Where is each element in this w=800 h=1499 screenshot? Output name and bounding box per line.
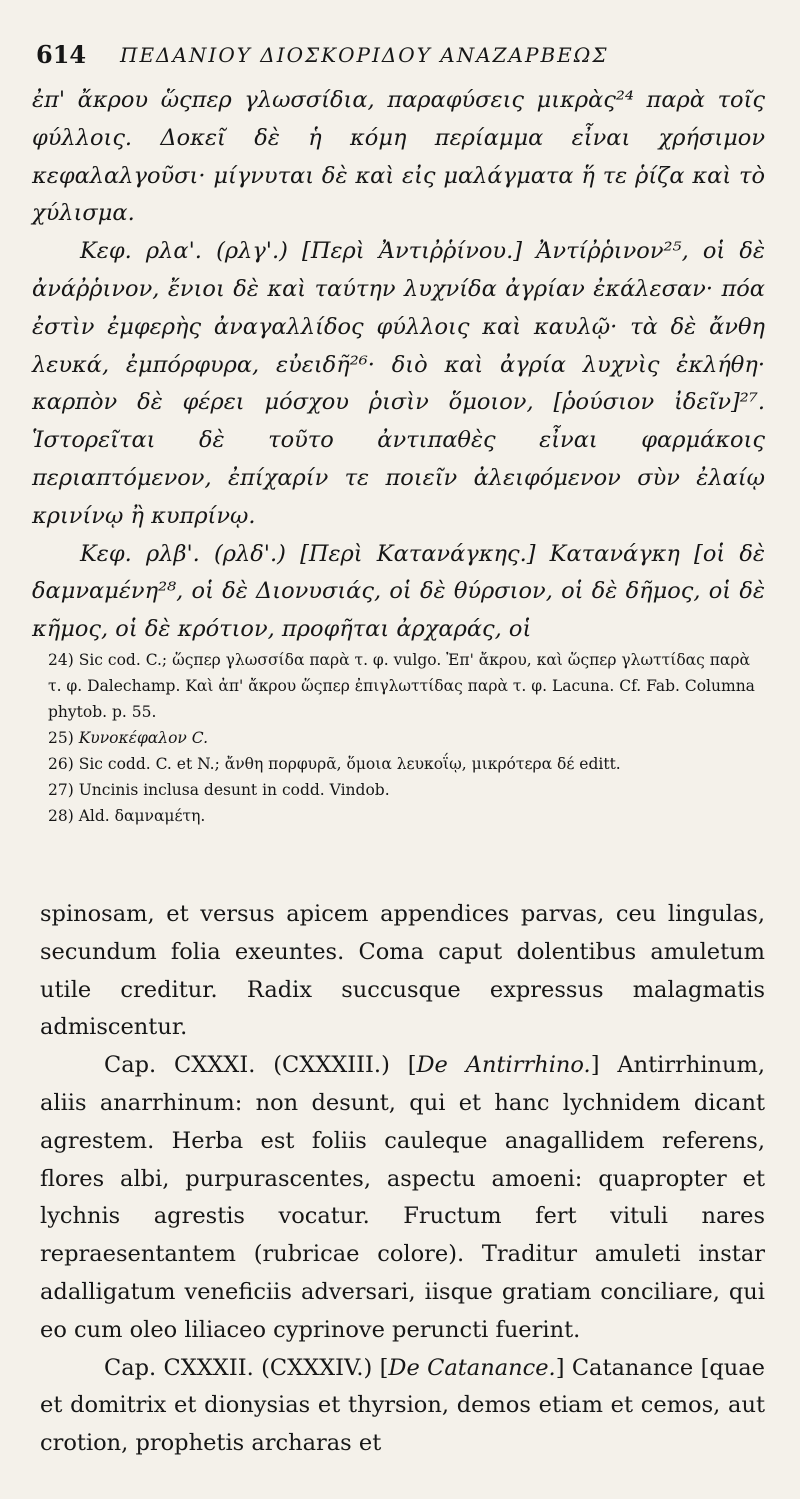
chapter-heading: Cap. CXXXI. (CXXXIII.) [ — [104, 1052, 417, 1079]
footnote-number: 27) — [48, 781, 74, 799]
chapter-heading: Cap. CXXXII. (CXXXIV.) [ — [104, 1354, 389, 1381]
footnote — [48, 777, 765, 803]
footnote-number: 25) — [48, 729, 74, 747]
page-number: 614 — [36, 40, 87, 69]
footnote-text: Κυνοκέφαλον C. — [78, 729, 209, 747]
page-header — [36, 40, 766, 80]
footnote-text: Sic codd. C. et N.; ἄνθη πορφυρᾶ, ὅμοια λευκοΐῳ, μικρότερα δέ editt. — [78, 755, 621, 773]
chapter-title: De Antirrhino. — [416, 1052, 591, 1079]
footnote-text: Uncinis inclusa desunt in codd. Vindob. — [78, 781, 390, 799]
chapter-body: ] Catanance [quae et domitrix et dionysias et thyrsion, demos etiam et cemos, aut crotion, prophetis archaras et — [40, 1354, 765, 1457]
footnote — [48, 647, 765, 725]
footnote — [48, 725, 765, 751]
footnote-text: Sic cod. C.; ὥςπερ γλωσσίδα παρὰ τ. φ. vulgo. Ἐπ' ἄκρου, καὶ ὥςπερ γλωττίδας παρὰ τ. φ. Dalechamp. Καὶ ἀπ' ἄκρου ὥςπερ ἐπιγλωττίδας παρὰ τ. φ. Lacuna. Cf. Fab. Columna phytob. p. 55. — [48, 651, 755, 721]
footnotes — [48, 647, 765, 829]
latin-paragraph — [40, 1047, 765, 1349]
running-title: ΠΕΔΑΝΙΟΥ ΔΙΟΣΚΟΡΙΔΟΥ ΑΝΑΖΑΡΒΕΩΣ — [120, 43, 609, 67]
footnote-text: Ald. δαμναμέτη. — [78, 807, 206, 825]
greek-paragraph: Κεφ. ρλβ'. (ρλδ'.) [Περὶ Κατανάγκης.] Κατανάγκη [οἱ δὲ δαμναμένη²⁸, οἱ δὲ Διονυσιάς, οἱ δὲ θύρσιον, οἱ δὲ δῆμος, οἱ δὲ κῆμος, οἱ δὲ κρότιον, προφῆται ἀρχαράς, οἱ — [32, 540, 765, 643]
footnote-number: 28) — [48, 807, 74, 825]
chapter-body: ] Antirrhinum, aliis anarrhinum: non desunt, qui et hanc lychnidem dicant agrestem. Herba est foliis cauleque anagallidem referens, flores albi, purpurascentes, aspectu amoeni: quapropter et lychnis agrestis vocatur. Fructum fert vituli nares repraesentantem (rubricae colore). Traditur amuleti instar adalligatum veneficiis adversari, iisque gratiam conciliare, qui eo cum oleo liliaceo cyprinove peruncti fuerint. — [40, 1052, 766, 1343]
footnote-number: 26) — [48, 755, 74, 773]
greek-text-block — [32, 82, 765, 649]
latin-text-block — [40, 896, 765, 1463]
footnote-number: 24) — [48, 651, 74, 669]
footnote — [48, 803, 765, 829]
footnote — [48, 751, 765, 777]
latin-paragraph: spinosam, et versus apicem appendices parvas, ceu lingulas, secundum folia exeuntes. Coma caput dolentibus amuletum utile creditur. Radix succusque expressus malagmatis admiscentur. — [40, 901, 765, 1041]
latin-paragraph — [40, 1350, 765, 1463]
greek-paragraph: ἐπ' ἄκρου ὥςπερ γλωσσίδια, παραφύσεις μικρὰς²⁴ παρὰ τοῖς φύλλοις. Δοκεῖ δὲ ἡ κόμη περίαμμα εἶναι χρήσιμον κεφαλαλγοῦσι· μίγνυται δὲ καὶ εἰς μαλάγματα ἥ τε ῥίζα καὶ τὸ χύλισμα. — [32, 87, 765, 227]
chapter-title: De Catanance. — [388, 1354, 556, 1381]
greek-paragraph: Κεφ. ρλα'. (ρλγ'.) [Περὶ Ἀντιῤῥίνου.] Ἀντίῤῥινον²⁵, οἱ δὲ ἀνάῤῥινον, ἔνιοι δὲ καὶ ταύτην λυχνίδα ἀγρίαν ἐκάλεσαν· πόα ἐστὶν ἐμφερὴς ἀναγαλλίδος φύλλοις καὶ καυλῷ· τὰ δὲ ἄνθη λευκά, ἐμπόρφυρα, εὐειδῆ²⁶· διὸ καὶ ἀγρία λυχνὶς ἐκλήθη· καρπὸν δὲ φέρει μόσχου ῥισὶν ὅμοιον, [ῥούσιον ἰδεῖν]²⁷. Ἱστορεῖται δὲ τοῦτο ἀντιπαθὲς εἶναι φαρμάκοις περιαπτόμενον, ἐπίχαρίν τε ποιεῖν ἀλειφόμενον σὺν ἐλαίῳ κρινίνῳ ἢ κυπρίνῳ. — [32, 238, 765, 529]
